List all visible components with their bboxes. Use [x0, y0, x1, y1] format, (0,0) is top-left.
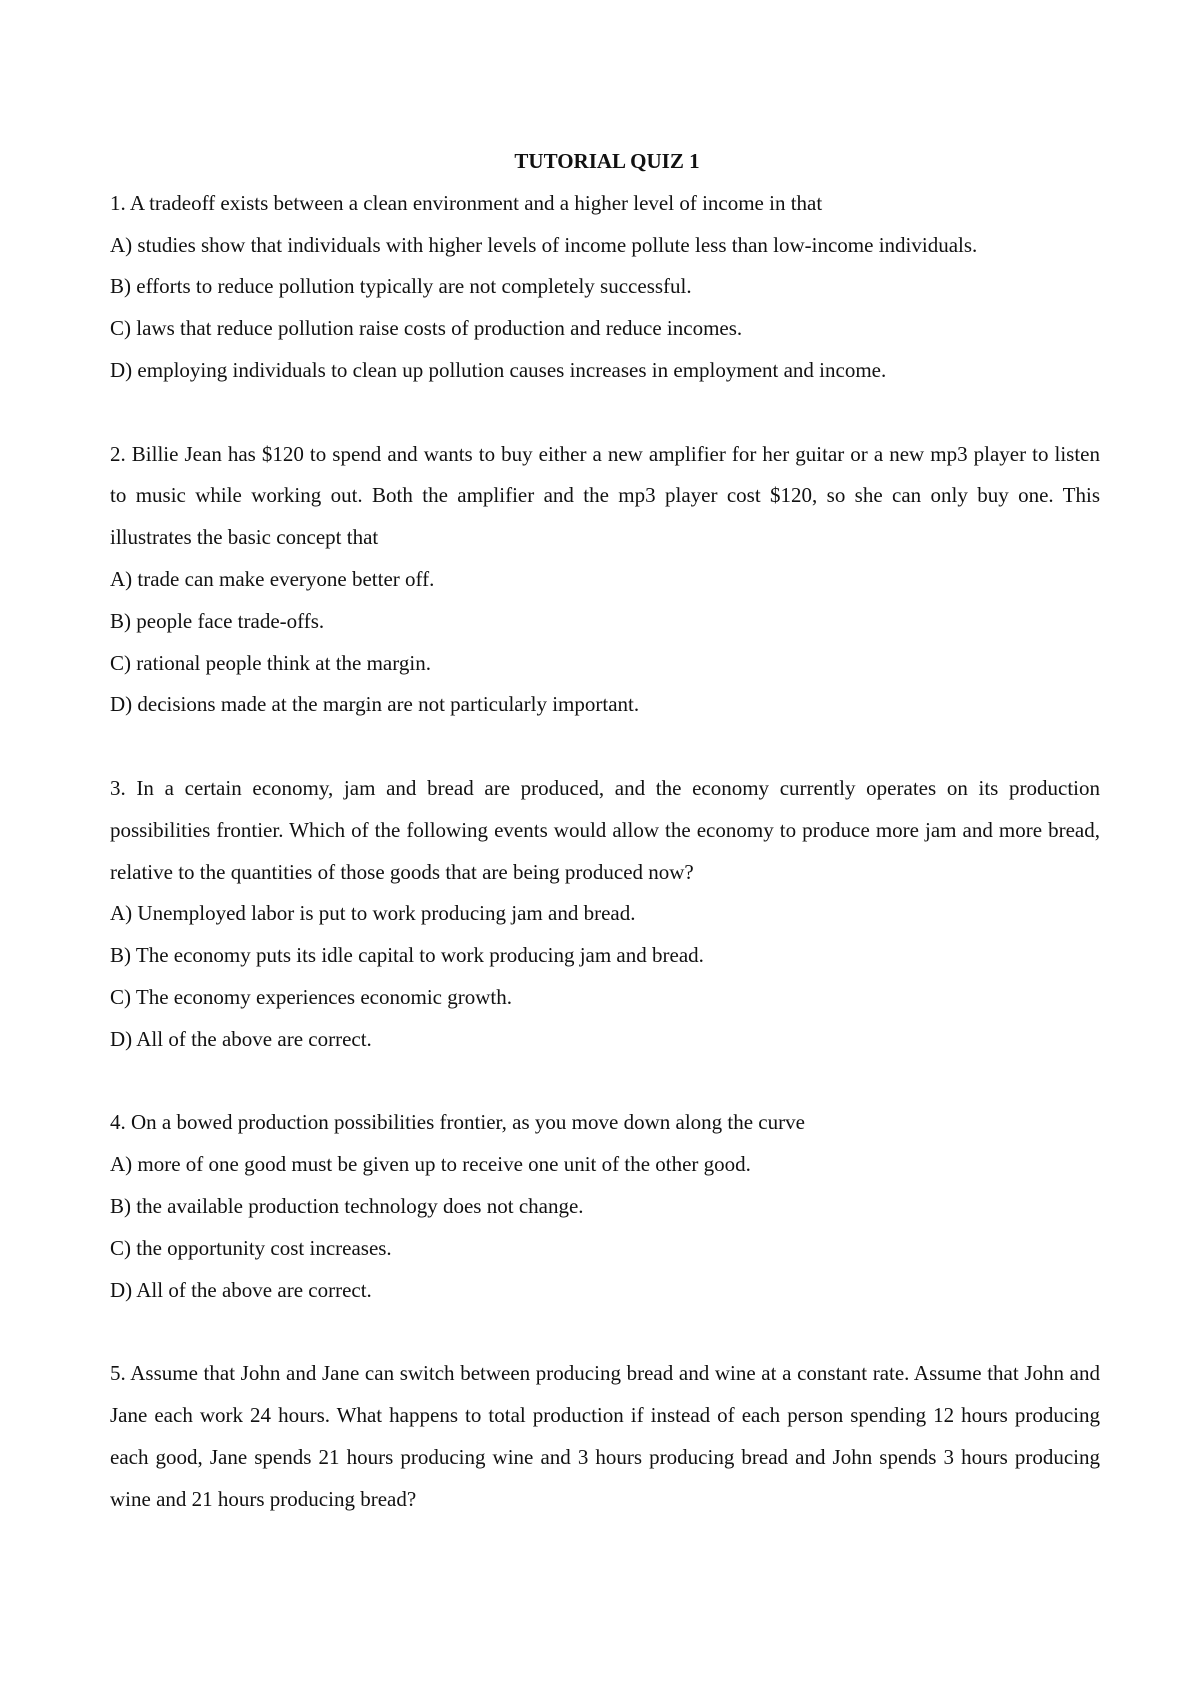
- question-1-option-c: C) laws that reduce pollution raise costs of production and reduce incomes.: [110, 316, 743, 341]
- question-1-option-a: A) studies show that individuals with higher levels of income pollute less than low-income individuals.: [110, 232, 978, 257]
- question-2: [110, 434, 1100, 727]
- question-4-option-d: D) All of the above are correct.: [110, 1277, 372, 1302]
- question-2-option-c: C) rational people think at the margin.: [110, 650, 431, 675]
- question-4: [110, 1102, 1100, 1311]
- question-4-option-b: B) the available production technology does not change.: [110, 1193, 584, 1218]
- question-1-option-b: B) efforts to reduce pollution typically are not completely successful.: [110, 274, 692, 299]
- question-3-option-c: C) The economy experiences economic growth.: [110, 984, 512, 1009]
- spacer: [110, 726, 1100, 768]
- question-2-stem: 2. Billie Jean has $120 to spend and wants to buy either a new amplifier for her guitar or a new mp3 player to listen to music while working out. Both the amplifier and the mp3 player cost $120, so she can only buy one. This illustrates the basic concept that: [110, 441, 1100, 550]
- question-3-option-a: A) Unemployed labor is put to work producing jam and bread.: [110, 901, 636, 926]
- question-1-stem: 1. A tradeoff exists between a clean environment and a higher level of income in that: [110, 190, 823, 215]
- question-2-option-a: A) trade can make everyone better off.: [110, 566, 435, 591]
- spacer: [110, 1311, 1100, 1353]
- spacer: [110, 1061, 1100, 1103]
- question-3-option-b: B) The economy puts its idle capital to work producing jam and bread.: [110, 943, 704, 968]
- question-4-stem: 4. On a bowed production possibilities frontier, as you move down along the curve: [110, 1110, 805, 1135]
- quiz-content: [110, 141, 1100, 1520]
- question-1-option-d: D) employing individuals to clean up pollution causes increases in employment and income.: [110, 357, 887, 382]
- question-3-option-d: D) All of the above are correct.: [110, 1026, 372, 1051]
- spacer: [110, 392, 1100, 434]
- question-2-option-d: D) decisions made at the margin are not particularly important.: [110, 692, 640, 717]
- question-3: [110, 768, 1100, 1061]
- quiz-title: TUTORIAL QUIZ 1: [514, 149, 700, 173]
- question-2-option-b: B) people face trade-offs.: [110, 608, 325, 633]
- question-4-option-c: C) the opportunity cost increases.: [110, 1235, 392, 1260]
- question-5: [110, 1353, 1100, 1520]
- question-4-option-a: A) more of one good must be given up to receive one unit of the other good.: [110, 1152, 751, 1177]
- question-3-stem: 3. In a certain economy, jam and bread are produced, and the economy currently operates on its production possibilities frontier. Which of the following events would allow the economy to produce more jam and more bread, relative to the quantities of those goods that are being produced now?: [110, 775, 1100, 884]
- question-5-stem: 5. Assume that John and Jane can switch between producing bread and wine at a constant rate. Assume that John and Jane each work 24 hours. What happens to total production if instead of each person spending 12 hours producing each good, Jane spends 21 hours producing wine and 3 hours producing bread and John spends 3 hours producing wine and 21 hours producing bread?: [110, 1361, 1100, 1511]
- question-1: [110, 183, 1100, 392]
